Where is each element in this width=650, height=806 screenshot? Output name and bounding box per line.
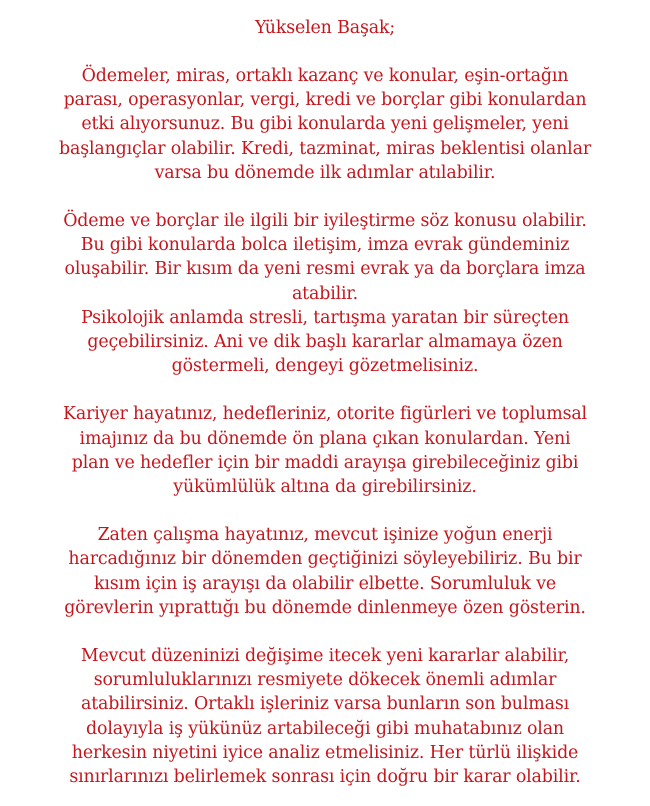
text-line: Zaten çalışma hayatınız, mevcut işinize yoğun enerji [97, 525, 553, 546]
text-line: sınırlarınızı belirlemek sonrası için doğru bir karar olabilir. [69, 767, 581, 788]
text-line: Psikolojik anlamda stresli, tartışma yaratan bir süreçten [81, 307, 569, 328]
text-line: Mevcut düzeninizi değişime itecek yeni kararlar alabilir, [80, 646, 570, 667]
text-line: Ödeme ve borçlar ile ilgili bir iyileştirme söz konusu olabilir. [63, 211, 587, 232]
page-title: Yükselen Başak; [254, 18, 396, 38]
text-line: sorumluluklarınızı resmiyete dökecek önemli adımlar [93, 670, 557, 691]
text-line: geçebilirsiniz. Ani ve dik başlı kararlar almamaya özen [87, 332, 563, 353]
text-line: kısım için iş arayışı da olabilir elbette. Sorumluluk ve [93, 573, 557, 594]
text-line: plan ve hedefler için bir maddi arayışa girebileceğiniz gibi [71, 452, 579, 473]
paragraph-debts [10, 209, 640, 306]
text-line: etki alıyorsunuz. Bu gibi konularda yeni gelişmeler, yeni [81, 114, 569, 135]
text-line: göstermeli, dengeyi gözetmelisiniz. [171, 356, 479, 377]
paragraph-finances [10, 64, 640, 185]
paragraph-decisions [10, 644, 640, 789]
text-line: harcadığınız bir dönemden geçtiğinizi söyleyebiliriz. Bu bir [68, 549, 582, 570]
text-line: herkesin niyetini iyice analiz etmelisiniz. Her türlü ilişkide [71, 742, 579, 763]
paragraph-work-life [10, 523, 640, 620]
text-line: dolayıyla iş yükünüz artabileceği gibi muhatabınız olan [86, 718, 564, 739]
text-line: görevlerin yıprattığı bu dönemde dinlenmeye özen gösterin. [64, 597, 586, 618]
text-line: başlangıçlar olabilir. Kredi, tazminat, miras beklentisi olanlar [59, 138, 591, 159]
text-line: Kariyer hayatınız, hedefleriniz, otorite figürleri ve toplumsal [63, 404, 587, 425]
text-line: atabilir. [291, 283, 359, 304]
text-line: atabilirsiniz. Ortaklı işleriniz varsa bunların son bulması [80, 694, 569, 715]
paragraph-psychology [10, 306, 640, 379]
text-line: yükümlülük altına da girebilirsiniz. [173, 477, 477, 498]
text-line: varsa bu dönemde ilk adımlar atılabilir. [154, 162, 496, 183]
text-line: parası, operasyonlar, vergi, kredi ve borçlar gibi konulardan [63, 90, 587, 111]
text-line: Bu gibi konularda bolca iletişim, imza evrak gündeminiz [80, 235, 570, 256]
text-line: Ödemeler, miras, ortaklı kazanç ve konular, eşin-ortağın [81, 66, 569, 86]
paragraph-career [10, 402, 640, 499]
text-line: imajınız da bu dönemde ön plana çıkan konulardan. Yeni [79, 428, 571, 449]
text-line: oluşabilir. Bir kısım da yeni resmi evrak ya da borçlara imza [64, 259, 586, 280]
